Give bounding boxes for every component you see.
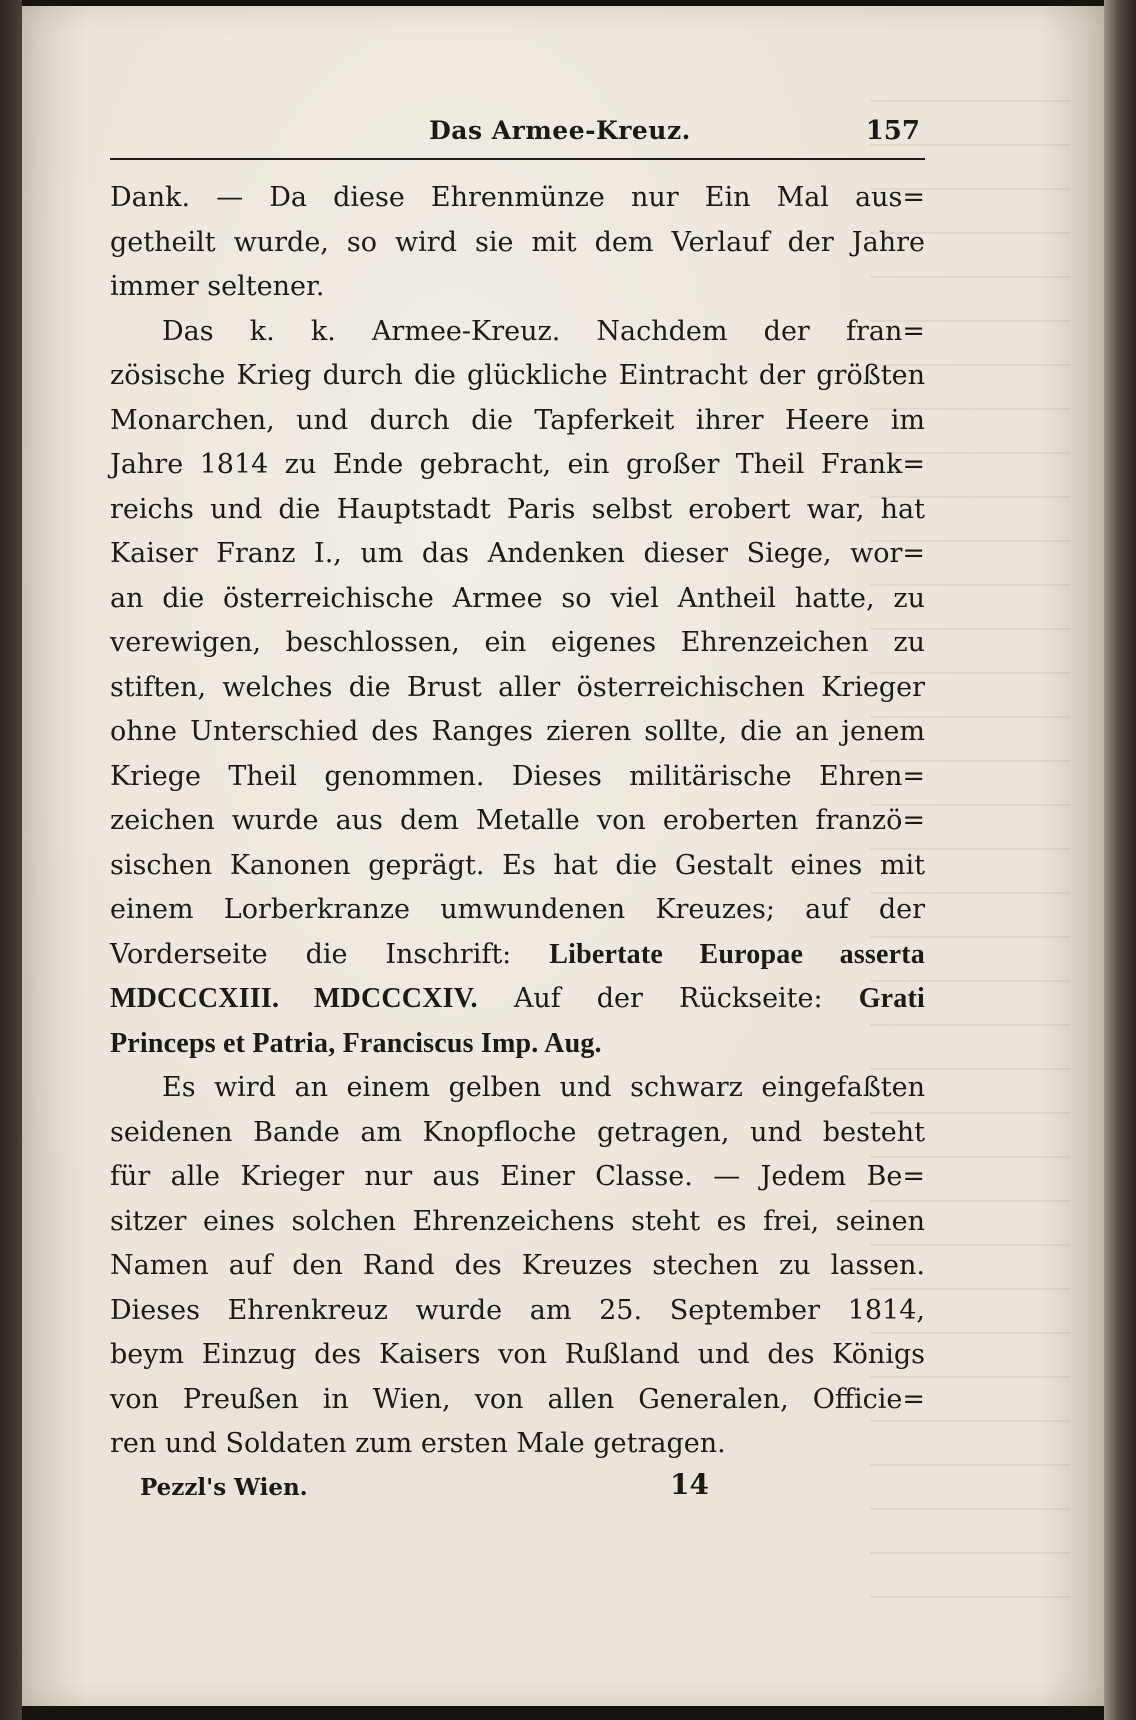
inscription-latin: Libertate Europae asserta (549, 938, 925, 970)
header-rule (110, 158, 925, 160)
running-head (110, 116, 920, 148)
text-line: zösische Krieg durch die glückliche Eintracht der größten (110, 360, 925, 391)
text-line: Namen auf den Rand des Kreuzes stechen zu lassen. (110, 1250, 925, 1281)
text-line: Monarchen, und durch die Tapferkeit ihrer Heere im (110, 404, 925, 436)
text-line: reichs und die Hauptstadt Paris selbst erobert war, hat (110, 493, 925, 525)
text-line: für alle Krieger nur aus Einer Classe. — Jedem Be= (110, 1161, 925, 1192)
text-line-reverse (110, 977, 925, 1022)
signature-number: 14 (670, 1468, 709, 1501)
text-line: Princeps et Patria, Franciscus Imp. Aug. (110, 1027, 602, 1059)
text-line: Jahre 1814 zu Ende gebracht, ein großer Theil Frank= (110, 449, 925, 480)
text-line: stiften, welches die Brust aller österreichischen Krieger (110, 671, 925, 703)
body-text (110, 176, 925, 1467)
inscription-intro: Vorderseite die Inschrift: (110, 938, 512, 970)
text-line: an die österreichische Armee so viel Antheil hatte, zu (110, 582, 925, 614)
text-line: Dank. — Da diese Ehrenmünze nur Ein Mal aus= (110, 182, 925, 213)
signature-mark: Pezzl's Wien. (140, 1474, 308, 1501)
left-page-edge (0, 0, 22, 1720)
text-line-inscription (110, 933, 925, 978)
text-line: seidenen Bande am Knopfloche getragen, und besteht (110, 1116, 925, 1148)
page-footer (140, 1468, 920, 1508)
text-line: Dieses Ehrenkreuz wurde am 25. September 1814, (110, 1294, 925, 1326)
text-line: getheilt wurde, so wird sie mit dem Verlauf der Jahre (110, 226, 925, 258)
page-number: 157 (865, 116, 920, 146)
text-line: von Preußen in Wien, von allen Generalen, Officie= (110, 1383, 925, 1415)
text-line: ren und Soldaten zum ersten Male getragen. (110, 1428, 726, 1459)
text-line: zeichen wurde aus dem Metalle von eroberten franzö= (110, 805, 925, 836)
text-line: Kriege Theil genommen. Dieses militärische Ehren= (110, 760, 925, 792)
text-line: Kaiser Franz I., um das Andenken dieser Siege, wor= (110, 538, 925, 569)
text-line: einem Lorberkranze umwundenen Kreuzes; auf der (110, 894, 925, 925)
reverse-latin-start: Grati (858, 983, 925, 1014)
text-line: beym Einzug des Kaisers von Rußland und des Königs (110, 1339, 925, 1370)
reverse-intro: Auf der Rückseite: (513, 983, 823, 1014)
text-line: immer seltener. (110, 271, 325, 302)
running-title: Das Armee-Kreuz. (429, 116, 691, 145)
text-line: sischen Kanonen geprägt. Es hat die Gestalt eines mit (110, 849, 925, 881)
inscription-years: MDCCCXIII. MDCCCXIV. (110, 983, 478, 1014)
text-line: Das k. k. Armee-Kreuz. Nachdem der fran= (162, 315, 925, 347)
text-line: ohne Unterschied des Ranges zieren sollte, die an jenem (110, 716, 925, 747)
text-line: verewigen, beschlossen, ein eigenes Ehrenzeichen zu (110, 627, 925, 658)
right-page-edge (1104, 0, 1136, 1720)
text-line: sitzer eines solchen Ehrenzeichens steht es frei, seinen (110, 1205, 925, 1237)
text-line: Es wird an einem gelben und schwarz eingefaßten (162, 1072, 925, 1103)
